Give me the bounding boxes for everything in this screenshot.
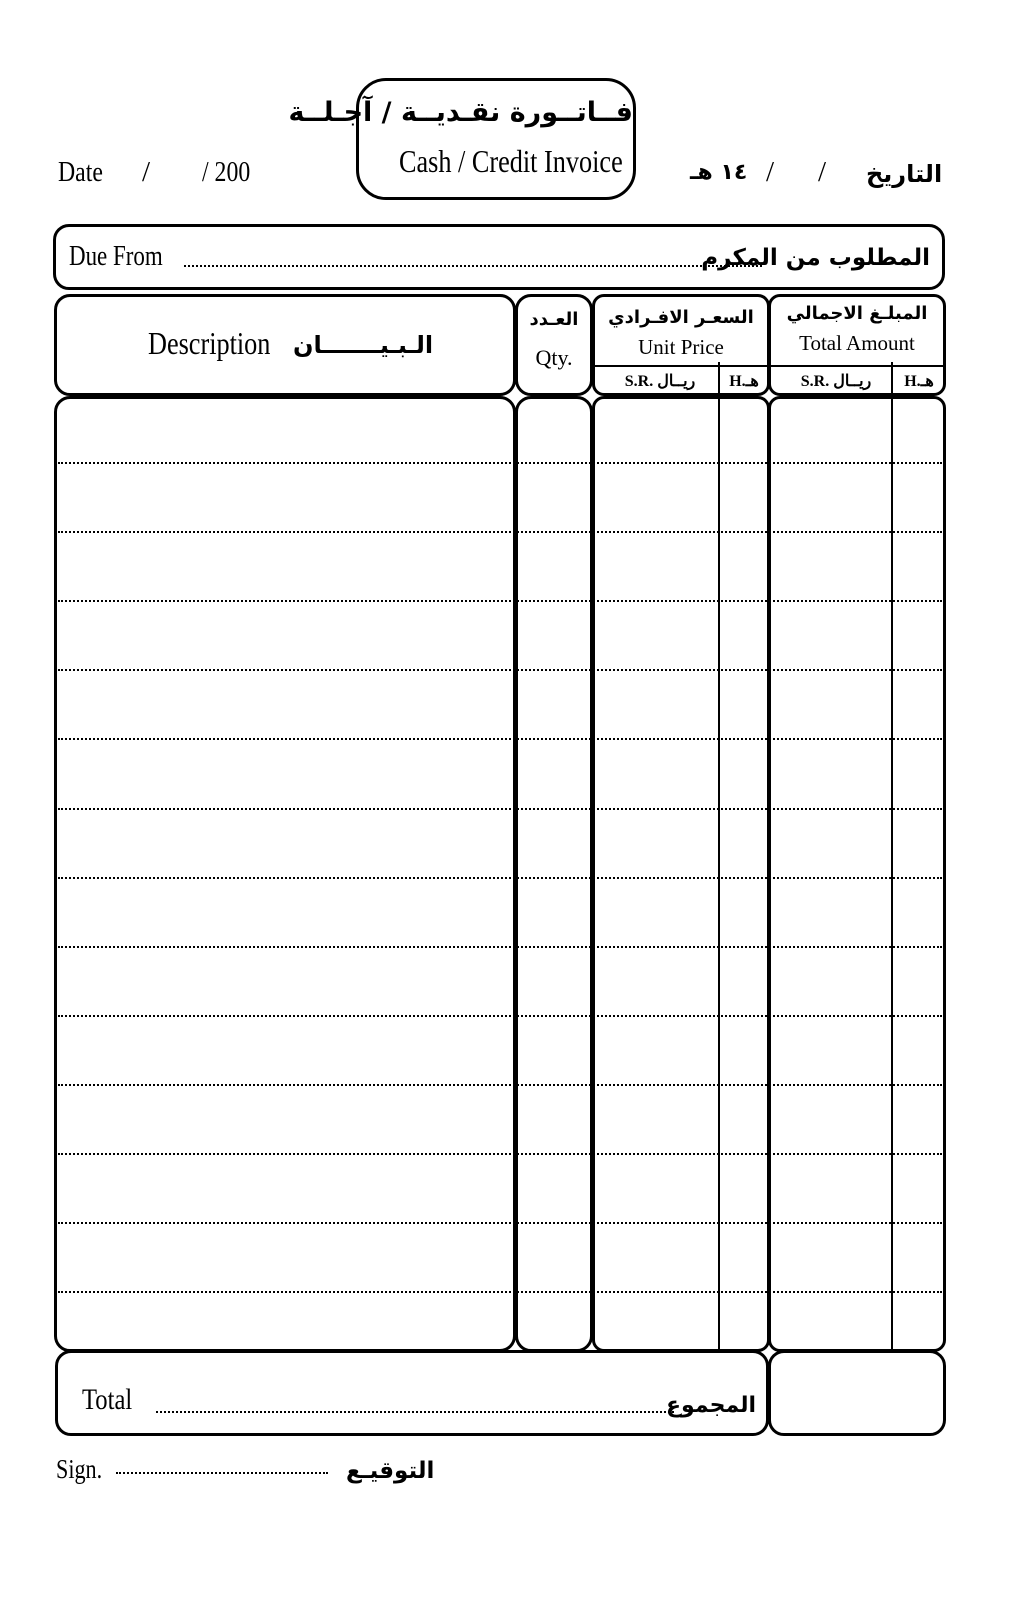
date-ar-slash-1: / xyxy=(766,156,775,188)
unit-price-header-en: Unit Price xyxy=(638,335,724,359)
qty-header-ar: العـدد xyxy=(529,309,579,330)
signature-line[interactable] xyxy=(116,1472,328,1474)
table-row-line xyxy=(58,669,942,671)
table-row-line xyxy=(58,531,942,533)
total-amount-header-en: Total Amount xyxy=(799,331,915,355)
due-from-label: Due From xyxy=(69,241,163,272)
sign-label: Sign. xyxy=(56,1454,103,1484)
table-row-line xyxy=(58,808,942,810)
table-row-line xyxy=(58,1291,942,1293)
date-ar-year: ١٤ هـ xyxy=(690,160,748,185)
date-ar-label: التاريخ xyxy=(866,160,943,188)
table-row-line xyxy=(58,1153,942,1155)
total-amount-sr-label: S.R. ريــال xyxy=(800,373,872,390)
date-field-en xyxy=(58,156,113,189)
invoice-title-ar: فــاتــورة نقـديــة / آجـلــة xyxy=(288,97,633,128)
table-row-line xyxy=(58,1084,942,1086)
total-label-ar: المجموع xyxy=(666,1393,756,1418)
table-row-line xyxy=(58,738,942,740)
unit-price-column[interactable] xyxy=(592,396,770,1352)
total-line[interactable] xyxy=(156,1411,674,1413)
table-row-line xyxy=(58,462,942,464)
due-from-box xyxy=(53,224,945,290)
table-row-line xyxy=(58,1222,942,1224)
date-slash-1: / xyxy=(142,156,151,188)
qty-column[interactable] xyxy=(515,396,593,1352)
date-year-prefix: / 200 xyxy=(202,156,251,188)
unit-price-header xyxy=(592,294,770,396)
description-header-en: Description xyxy=(148,325,271,361)
unit-price-divider xyxy=(595,365,767,367)
unit-price-header-ar: السعـر الافـرادي xyxy=(608,307,754,328)
description-header xyxy=(54,294,516,396)
date-ar-slash-2: / xyxy=(818,156,827,188)
qty-header-en: Qty. xyxy=(535,345,573,370)
unit-price-h-label: H.هـ xyxy=(729,373,759,390)
date-label: Date xyxy=(58,156,103,188)
total-amount-field[interactable] xyxy=(768,1350,946,1436)
unit-price-halala-divider xyxy=(718,362,720,1352)
invoice-title-box xyxy=(288,78,636,200)
due-from-label-ar: المطلوب من المكرم xyxy=(701,245,930,271)
total-amount-h-label: H.هـ xyxy=(904,373,934,390)
total-amount-column[interactable] xyxy=(768,396,946,1352)
table-row-line xyxy=(58,877,942,879)
total-amount-header xyxy=(768,294,946,396)
invoice-title-en: Cash / Credit Invoice xyxy=(399,143,623,179)
total-box xyxy=(55,1350,769,1436)
qty-header xyxy=(515,294,593,396)
total-amount-header-ar: المبلـغ الاجمالي xyxy=(786,303,928,324)
table-row-line xyxy=(58,1015,942,1017)
sign-label-ar: التوقيـع xyxy=(346,1458,435,1484)
description-header-ar: الـبـيـــــــان xyxy=(293,331,434,359)
total-label: Total xyxy=(82,1383,133,1416)
table-row-line xyxy=(58,600,942,602)
total-amount-divider xyxy=(771,365,943,367)
total-amount-halala-divider xyxy=(891,362,893,1352)
due-from-line[interactable] xyxy=(184,265,762,267)
unit-price-sr-label: S.R. ريــال xyxy=(624,373,696,390)
description-column[interactable] xyxy=(54,396,516,1352)
table-row-line xyxy=(58,946,942,948)
